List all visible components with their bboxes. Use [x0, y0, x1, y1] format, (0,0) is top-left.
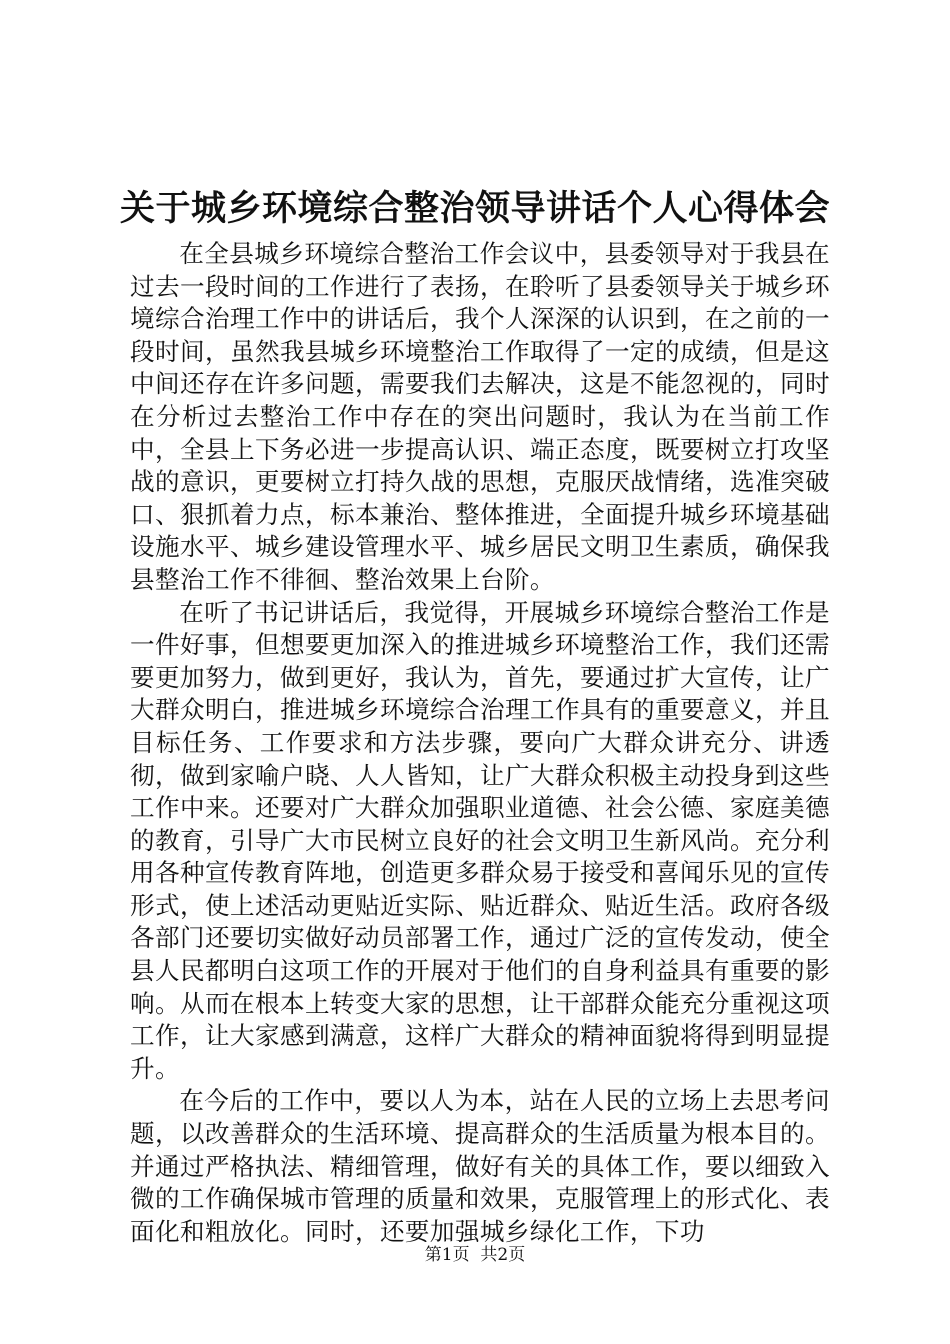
document-body	[130, 238, 830, 1248]
paragraph-1: 在全县城乡环境综合整治工作会议中，县委领导对于我县在过去一段时间的工作进行了表扬，在聆听了县委领导关于城乡环境综合治理工作中的讲话后，我个人深深的认识到，在之前的一段时间，虽然我县城乡环境整治工作取得了一定的成绩，但是这中间还存在许多问题，需要我们去解决，这是不能忽视的，同时在分析过去整治工作中存在的突出问题时，我认为在当前工作中，全县上下务必进一步提高认识、端正态度，既要树立打攻坚战的意识，更要树立打持久战的思想，克服厌战情绪，选准突破口、狠抓着力点，标本兼治、整体推进，全面提升城乡环境基础设施水平、城乡建设管理水平、城乡居民文明卫生素质，确保我县整治工作不徘徊、整治效果上台阶。	[130, 239, 830, 594]
paragraph-3: 在今后的工作中，要以人为本，站在人民的立场上去思考问题，以改善群众的生活环境、提高群众的生活质量为根本目的。并通过严格执法、精细管理，做好有关的具体工作，要以细致入微的工作确保城市管理的质量和效果，克服管理上的形式化、表面化和粗放化。同时，还要加强城乡绿化工作，下功	[130, 1086, 830, 1246]
paragraph-2: 在听了书记讲话后，我觉得，开展城乡环境综合整治工作是一件好事，但想要更加深入的推进城乡环境整治工作，我们还需要更加努力，做到更好，我认为，首先，要通过扩大宣传，让广大群众明白，推进城乡环境综合治理工作具有的重要意义，并且目标任务、工作要求和方法步骤，要向广大群众讲充分、讲透彻，做到家喻户晓、人人皆知，让广大群众积极主动投身到这些工作中来。还要对广大群众加强职业道德、社会公德、家庭美德的教育，引导广大市民树立良好的社会文明卫生新风尚。充分利用各种宣传教育阵地，创造更多群众易于接受和喜闻乐见的宣传形式，使上述活动更贴近实际、贴近群众、贴近生活。政府各级各部门还要切实做好动员部署工作，通过广泛的宣传发动，使全县人民都明白这项工作的开展对于他们的自身利益具有重要的影响。从而在根本上转变大家的思想，让干部群众能充分重视这项工作，让大家感到满意，这样广大群众的精神面貌将得到明显提升。	[130, 597, 830, 1083]
page-number-label: 第1页 共2页	[424, 1245, 526, 1265]
page-footer	[0, 1243, 950, 1267]
document-title: 关于城乡环境综合整治领导讲话个人心得体会	[119, 189, 830, 229]
